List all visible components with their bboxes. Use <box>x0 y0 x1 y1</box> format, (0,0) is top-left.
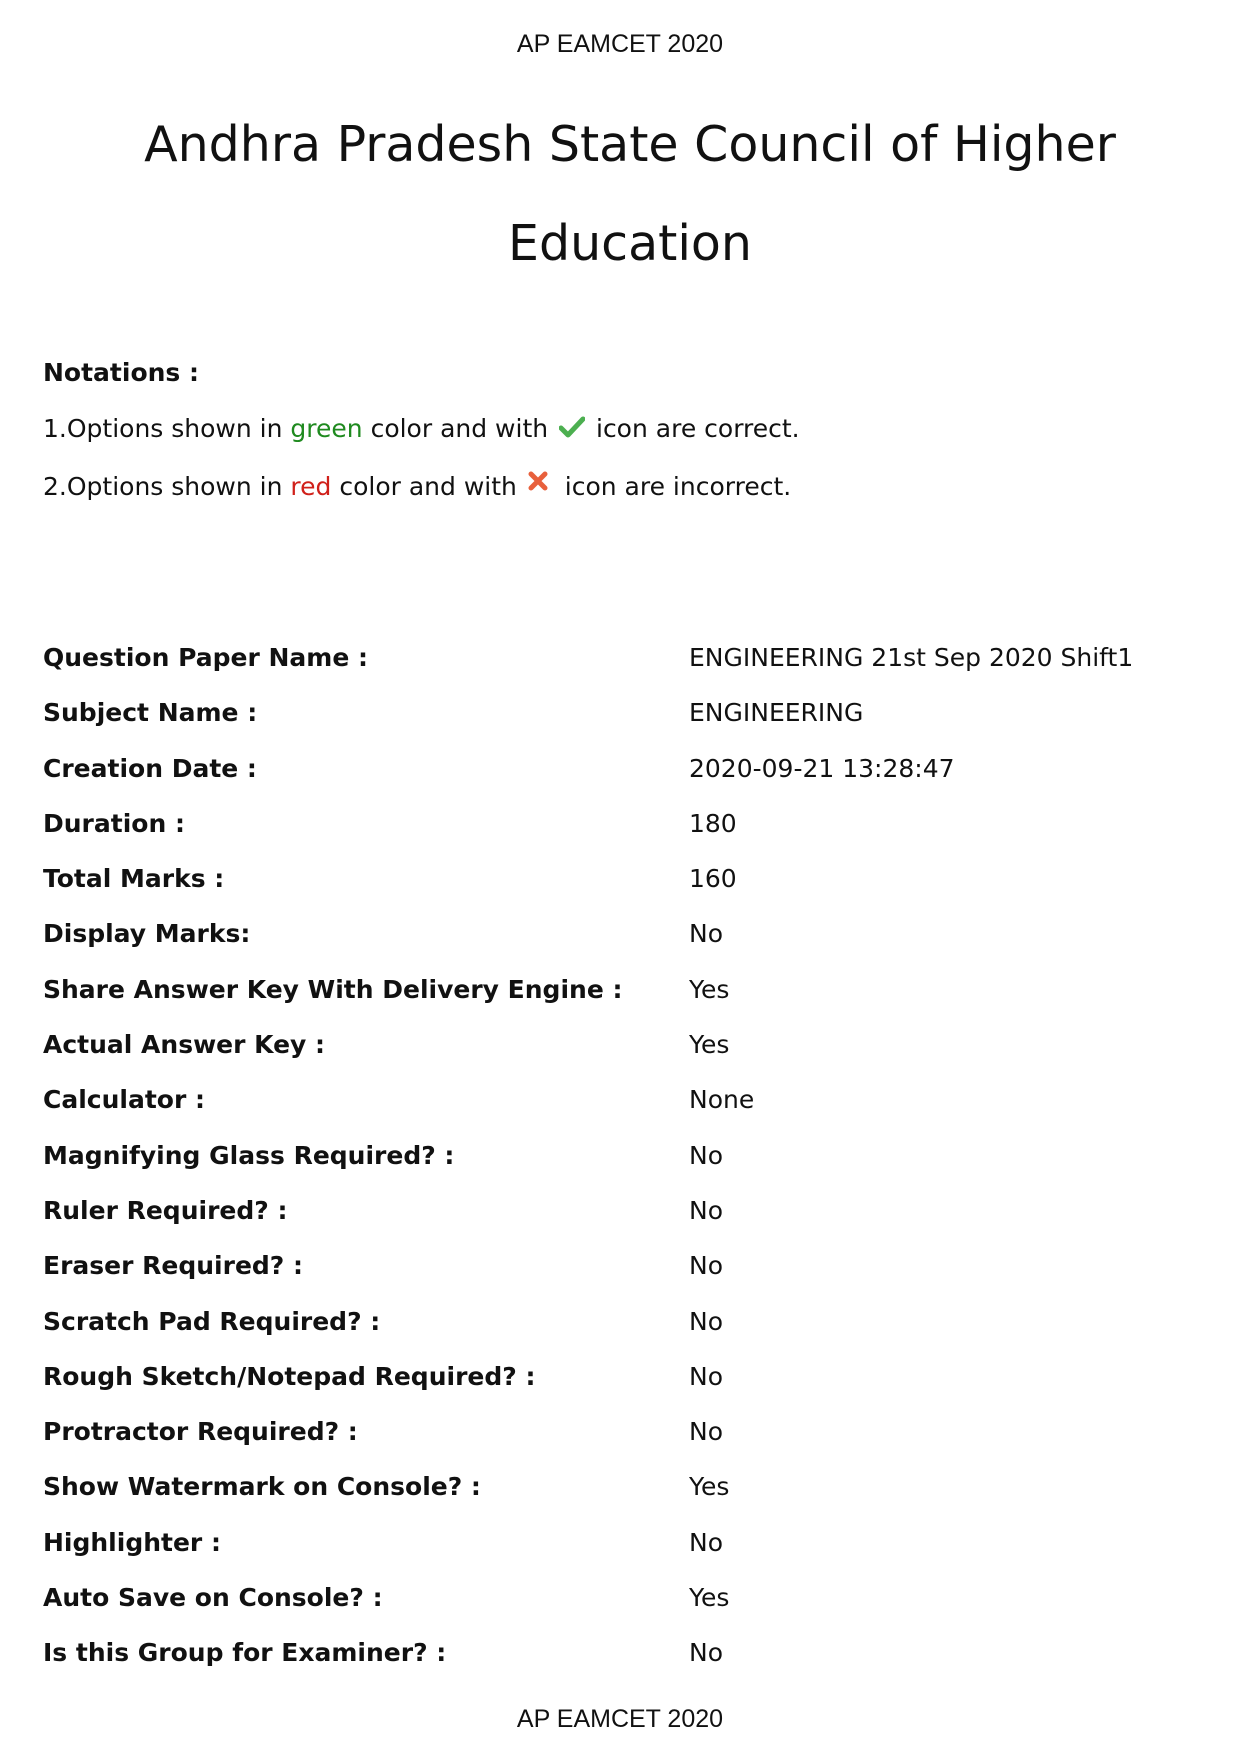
detail-row <box>43 806 1203 861</box>
notation-incorrect-prefix: 2.Options shown in <box>43 472 291 501</box>
detail-value: Yes <box>689 1030 730 1060</box>
detail-value: No <box>689 1251 723 1281</box>
detail-label: Highlighter : <box>43 1527 221 1557</box>
detail-label: Total Marks : <box>43 864 225 894</box>
page-footer: AP EAMCET 2020 <box>516 1705 724 1733</box>
detail-value: 180 <box>689 808 737 838</box>
detail-row <box>43 1469 1203 1524</box>
detail-label: Is this Group for Examiner? : <box>43 1638 447 1668</box>
detail-value: No <box>689 1417 723 1447</box>
detail-value: No <box>689 1195 723 1225</box>
detail-label: Calculator : <box>43 1085 205 1115</box>
detail-row <box>43 1082 1203 1137</box>
detail-value: No <box>689 1527 723 1557</box>
detail-label: Creation Date : <box>43 753 257 783</box>
detail-row <box>43 1138 1203 1193</box>
detail-value: 2020-09-21 13:28:47 <box>689 753 955 783</box>
notation-correct <box>43 411 1143 447</box>
detail-label: Share Answer Key With Delivery Engine : <box>43 974 623 1004</box>
detail-row <box>43 1248 1203 1303</box>
detail-label: Display Marks: <box>43 919 251 949</box>
detail-value: ENGINEERING <box>689 698 864 728</box>
detail-row <box>43 1414 1203 1469</box>
detail-value: No <box>689 1638 723 1668</box>
detail-row <box>43 1359 1203 1414</box>
detail-label: Actual Answer Key : <box>43 1030 326 1060</box>
detail-row <box>43 1193 1203 1248</box>
detail-label: Rough Sketch/Notepad Required? : <box>43 1361 536 1391</box>
detail-row <box>43 916 1203 971</box>
detail-row <box>43 1304 1203 1359</box>
notations-section <box>43 355 1143 521</box>
notation-correct-suffix: icon are correct. <box>588 414 800 443</box>
page-header: AP EAMCET 2020 <box>516 30 724 58</box>
detail-label: Magnifying Glass Required? : <box>43 1140 455 1170</box>
detail-label: Show Watermark on Console? : <box>43 1472 481 1502</box>
detail-row <box>43 972 1203 1027</box>
detail-label: Scratch Pad Required? : <box>43 1306 381 1336</box>
detail-value: 160 <box>689 864 737 894</box>
detail-value: Yes <box>689 1472 730 1502</box>
check-icon <box>559 412 585 434</box>
notations-heading: Notations : <box>43 358 199 387</box>
detail-row <box>43 1580 1203 1635</box>
detail-row <box>43 861 1203 916</box>
detail-label: Question Paper Name : <box>43 643 368 672</box>
detail-row <box>43 640 1203 695</box>
notation-incorrect <box>43 466 1143 502</box>
page-title: Andhra Pradesh State Council of Higher Education <box>144 116 1116 272</box>
notation-incorrect-suffix: icon are incorrect. <box>556 472 792 501</box>
detail-value: No <box>689 1140 723 1170</box>
detail-row <box>43 751 1203 806</box>
detail-label: Auto Save on Console? : <box>43 1583 383 1613</box>
detail-label: Ruler Required? : <box>43 1195 288 1225</box>
detail-value: No <box>689 919 723 949</box>
detail-row <box>43 1635 1203 1690</box>
detail-label: Subject Name : <box>43 698 258 728</box>
notation-correct-prefix: 1.Options shown in <box>43 414 291 443</box>
notation-green-word: green <box>290 414 363 443</box>
detail-value: No <box>689 1361 723 1391</box>
cross-icon <box>527 466 549 488</box>
detail-value: Yes <box>689 974 730 1004</box>
notation-red-word: red <box>290 472 332 501</box>
detail-row <box>43 1525 1203 1580</box>
detail-label: Protractor Required? : <box>43 1417 358 1447</box>
detail-row <box>43 1027 1203 1082</box>
detail-value: ENGINEERING 21st Sep 2020 Shift1 <box>689 643 1134 672</box>
question-paper-details <box>43 640 1203 1691</box>
notation-incorrect-middle: color and with <box>331 472 525 501</box>
detail-value: No <box>689 1306 723 1336</box>
detail-row <box>43 695 1203 750</box>
detail-label: Duration : <box>43 808 185 838</box>
notation-correct-middle: color and with <box>362 414 557 443</box>
detail-label: Eraser Required? : <box>43 1251 303 1281</box>
detail-value: None <box>689 1085 755 1115</box>
detail-value: Yes <box>689 1583 730 1613</box>
